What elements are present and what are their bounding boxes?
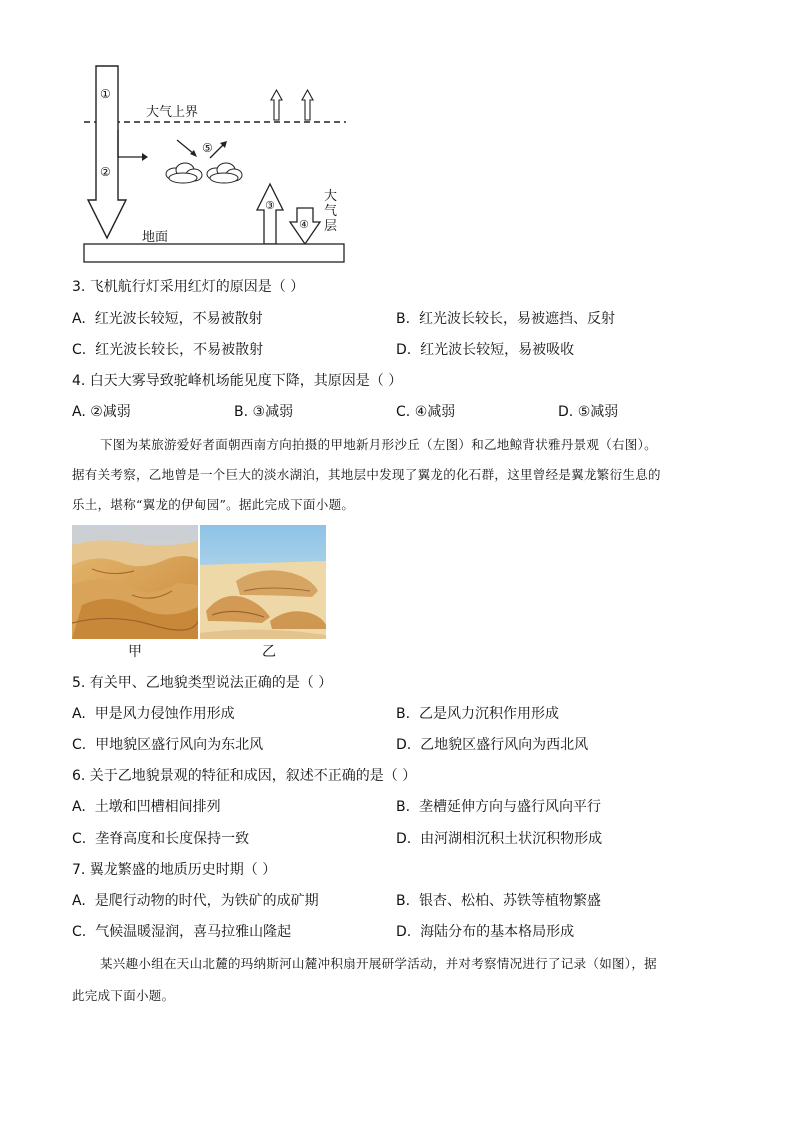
q4-option-a (72, 401, 131, 421)
q6-option-c (72, 828, 249, 848)
passage2-line-1: 某兴趣小组在天山北麓的玛纳斯河山麓冲积扇开展研学活动，并对考察情况进行了记录（如图），据 (100, 956, 657, 971)
option-text: 气候温暖湿润，喜马拉雅山隆起 (95, 924, 292, 940)
option-text: 是爬行动物的时代，为铁矿的成矿期 (94, 893, 319, 909)
option-letter: C. (72, 737, 87, 753)
option-text: 红光波长较长，易被遮挡、反射 (418, 311, 615, 327)
q7-option-d (396, 921, 574, 941)
option-letter: B. (396, 311, 411, 327)
option-text: 乙是风力沉积作用形成 (418, 706, 559, 722)
q3-option-c (72, 339, 263, 359)
option-text: 甲地貌区盛行风向为东北风 (95, 737, 264, 753)
ground-bar (84, 244, 344, 262)
option-text: 乙地貌区盛行风向为西北风 (420, 737, 589, 753)
q3-option-d (396, 339, 574, 359)
q7-option-c (72, 921, 291, 941)
option-letter: C. (72, 831, 87, 847)
crescent-dune-photo (72, 525, 198, 639)
option-letter: B. (234, 404, 249, 420)
option-text: 银杏、松柏、苏铁等植物繁盛 (418, 893, 601, 909)
option-letter: A. (72, 311, 86, 327)
q4-option-b (234, 401, 293, 421)
arrow1-label: ① (100, 87, 111, 101)
option-text: 红光波长较长，不易被散射 (95, 342, 264, 358)
q4-option-d (558, 401, 618, 421)
option-letter: C. (396, 404, 411, 420)
option-text: 土墩和凹槽相间排列 (94, 799, 221, 815)
outgoing-radiation-arrows (271, 90, 313, 120)
q5-option-b (396, 703, 559, 723)
q7-stem: 7. 翼龙繁盛的地质历史时期（ ） (72, 862, 277, 878)
reflection-arrow (118, 130, 142, 157)
cloud-icon (207, 163, 242, 183)
option-letter: A. (72, 893, 86, 909)
q4-option-c (396, 401, 455, 421)
option-letter: B. (396, 893, 411, 909)
passage1-line-3: 乐土，堪称“翼龙的伊甸园”。据此完成下面小题。 (72, 497, 355, 512)
option-text: ②减弱 (90, 404, 131, 420)
ground-label: 地面 (142, 230, 169, 245)
option-letter: D. (396, 342, 412, 358)
arrow3-label: ③ (265, 199, 275, 212)
option-letter: C. (72, 924, 87, 940)
option-text: 垄脊高度和长度保持一致 (95, 831, 250, 847)
option-letter: D. (396, 737, 412, 753)
atmosphere-heat-diagram (70, 60, 360, 270)
q4-stem: 4. 白天大雾导致驼峰机场能见度下降，其原因是（ ） (72, 373, 403, 389)
photo-caption-left: 甲 (128, 644, 142, 660)
option-letter: D. (396, 831, 412, 847)
ground-radiation-arrow (257, 184, 283, 244)
cloud-icon (166, 163, 202, 183)
atmosphere-layer-label-2: 气 (324, 204, 338, 219)
landform-photos (72, 525, 326, 639)
arrow2-label: ② (100, 165, 111, 179)
q7-option-a (72, 890, 319, 910)
q5-stem: 5. 有关甲、乙地貌类型说法正确的是（ ） (72, 675, 333, 691)
q5-option-d (396, 734, 588, 754)
option-letter: A. (72, 799, 86, 815)
q3-option-b (396, 308, 615, 328)
option-letter: D. (396, 924, 412, 940)
arrow5-label: ⑤ (202, 141, 213, 155)
yardang-photo (200, 525, 326, 639)
atmosphere-layer-label-1: 大 (324, 189, 338, 204)
option-text: 海陆分布的基本格局形成 (420, 924, 575, 940)
q6-option-d (396, 828, 602, 848)
option-text: 红光波长较短，不易被散射 (94, 311, 263, 327)
q3-option-a (72, 308, 263, 328)
q5-option-c (72, 734, 263, 754)
passage1-line-1: 下图为某旅游爱好者面朝西南方向拍摄的甲地新月形沙丘（左图）和乙地鲸背状雅丹景观（右图）。 (100, 437, 657, 452)
option-letter: D. (558, 404, 574, 420)
option-text: ③减弱 (252, 404, 294, 420)
top-of-atmosphere-label: 大气上界 (146, 105, 199, 120)
option-letter: B. (396, 799, 411, 815)
passage1-line-2: 据有关考察，乙地曾是一个巨大的淡水湖泊，其地层中发现了翼龙的化石群，这里曾经是翼龙繁衍生息的 (72, 467, 661, 482)
option-letter: C. (72, 342, 87, 358)
q6-option-b (396, 796, 601, 816)
option-text: ④减弱 (414, 404, 456, 420)
q6-option-a (72, 796, 221, 816)
arrow4-label: ④ (299, 218, 309, 231)
option-text: 由河湖相沉积土状沉积物形成 (420, 831, 603, 847)
atmosphere-layer-label-3: 层 (324, 219, 338, 234)
option-letter: A. (72, 706, 86, 722)
option-letter: B. (396, 706, 411, 722)
q3-stem: 3. 飞机航行灯采用红灯的原因是（ ） (72, 279, 305, 295)
option-text: 甲是风力侵蚀作用形成 (94, 706, 235, 722)
option-text: ⑤减弱 (577, 404, 619, 420)
option-text: 垄槽延伸方向与盛行风向平行 (418, 799, 601, 815)
photo-caption-right: 乙 (262, 644, 276, 660)
q5-option-a (72, 703, 235, 723)
passage2-line-2: 此完成下面小题。 (72, 988, 175, 1003)
option-text: 红光波长较短，易被吸收 (420, 342, 575, 358)
option-letter: A. (72, 404, 86, 420)
q6-stem: 6. 关于乙地貌景观的特征和成因，叙述不正确的是（ ） (72, 768, 417, 784)
q7-option-b (396, 890, 601, 910)
